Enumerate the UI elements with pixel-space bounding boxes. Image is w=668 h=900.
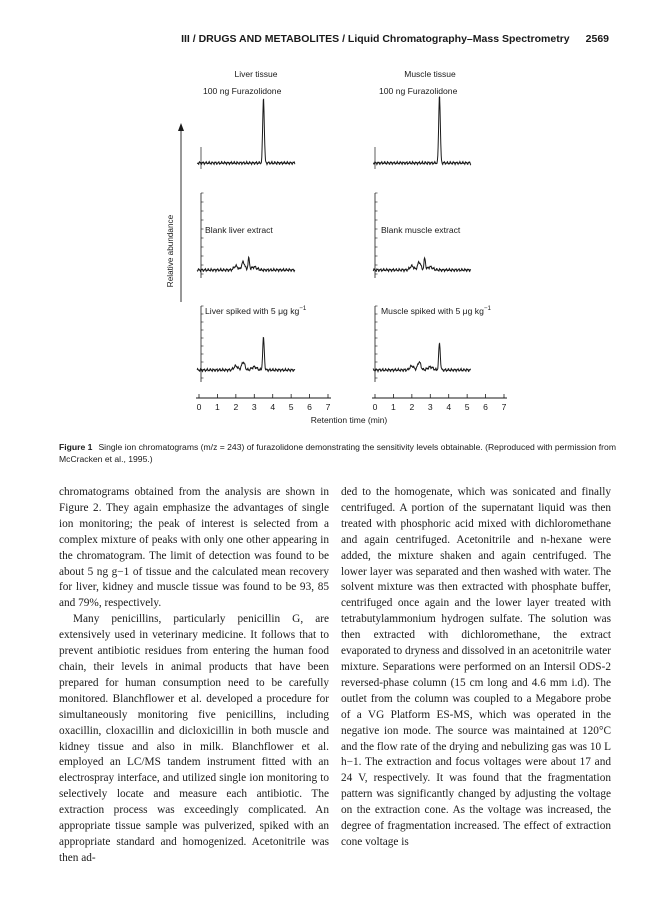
x-tick-label: 2	[409, 402, 415, 412]
left-paragraph-2: Many penicillins, particularly penicillin G, are extensively used in veterinary medicine. It follows that to prevent antibiotic residues from entering the human food chain, their levels in animal products that have been prepared for human consumption need to be carefully monitored. Blanchflower et al. developed a procedure for simultaneously monitoring five penicillins, including oxacillin, cloxacillin and dicloxicillin in both muscle and kidney tissue and also in milk. Blanchflower et al. employed an LC/MS tandem instrument fitted with an electrospray interface, and utilized single ion monitoring to selectively locate and measure each antibiotic. The extraction process was exceedingly complicated. An appropriate tissue sample was pulverized, spiked with an appropriate standard and homogenized. Acetonitrile was then ad-	[59, 613, 329, 864]
y-axis-label: Relative abundance	[166, 214, 175, 288]
chromatogram-panel	[373, 86, 471, 169]
right-paragraph-1: ded to the homogenate, which was sonicated and finally centrifuged. A portion of the supernatant liquid was then treated with phosphoric acid mixed with dichloromethane and again centrifuged. Acetonitrile and n-hexane were added, the mixture shaken and again centrifuged. The lower layer was separated and then washed with water. The solvent mixture was then extracted with phosphate buffer, centrifuged once again and the lower layer treated with tetrabutylammonium hydrogen sulfate. The solution was then extracted with dichloromethane, the extract evaporated to dryness and dissolved in an acetonitrile water mixture. Separations were performed on an Intersil ODS-2 reversed-phase column (15 cm long and 4.6 mm i.d). The outlet from the column was coupled to a Megabore probe of a VG Platform ES-MS, which was operated in the negative ion mode. The source was maintained at 120°C and the flow rate of the drying and nebulizing gas was 10 L h−1. The extraction and focus voltages were about 17 and 24 V, respectively. It was found that the fragmentation pattern was significantly changed by adjusting the voltage on the extraction cone. As the voltage was increased, the degree of fragmentation increased. The effect of extraction cone voltage is	[341, 486, 611, 848]
chromatogram-figure	[150, 60, 520, 430]
section-title: III / DRUGS AND METABOLITES / Liquid Chromatography–Mass Spectrometry	[181, 33, 570, 45]
panel-label-superscript: −1	[299, 305, 307, 312]
x-tick-label: 6	[307, 402, 312, 412]
y-axis-arrow	[178, 123, 184, 302]
panel-label: Blank liver extract	[205, 225, 273, 235]
chromatogram-trace	[197, 338, 295, 372]
column-title-liver: Liver tissue	[234, 69, 278, 79]
x-tick-label: 7	[325, 402, 331, 412]
x-tick-label: 3	[251, 402, 257, 412]
x-tick-label: 5	[288, 402, 294, 412]
panel-label: Liver spiked with 5 μg $kg^{-1}$	[205, 305, 307, 316]
x-tick-label: 4	[270, 402, 276, 412]
chromatogram-trace	[373, 97, 471, 165]
x-axis-liver	[196, 394, 331, 412]
column-title-muscle: Muscle tissue	[404, 69, 456, 79]
x-tick-label: 7	[501, 402, 507, 412]
x-tick-label: 5	[464, 402, 470, 412]
x-tick-label: 3	[427, 402, 433, 412]
panel-label: Muscle spiked with 5 μg $kg^{-1}$	[381, 305, 491, 316]
left-paragraph-1: chromatograms obtained from the analysis are shown in Figure 2. They again emphasize the advantages of single ion monitoring; the peak of interest is selected from a complex mixture of peaks with only one other appearing in the chromatogram. The limit of detection was found to be about 5 ng g−1 of tissue and the calculated mean recovery for liver, kidney and muscle tissue was found to be 93, 85 and 79%, respectively.	[59, 486, 329, 610]
body-column-right	[341, 485, 611, 851]
caption-label: Figure 1	[59, 442, 93, 452]
panel-label: 100 ng Furazolidone	[379, 86, 458, 96]
panel-label: Blank muscle extract	[381, 225, 461, 235]
chromatogram-trace	[197, 99, 295, 165]
figure-caption	[59, 441, 616, 465]
chromatogram-panel	[197, 305, 307, 382]
x-tick-label: 6	[483, 402, 488, 412]
chromatogram-panel	[197, 193, 295, 278]
x-axis-label: Retention time (min)	[310, 415, 388, 425]
body-column-left	[59, 485, 329, 867]
chromatogram-panel	[373, 193, 471, 278]
panel-label-superscript: −1	[483, 305, 491, 312]
x-tick-label: 1	[215, 402, 220, 412]
x-tick-label: 0	[372, 402, 378, 412]
x-tick-label: 2	[233, 402, 239, 412]
chromatogram-panel	[373, 305, 491, 382]
running-head	[0, 33, 609, 45]
panel-label: 100 ng Furazolidone	[203, 86, 282, 96]
x-tick-label: 1	[391, 402, 396, 412]
chromatogram-trace	[197, 257, 295, 271]
chromatogram-trace	[373, 344, 471, 372]
chromatogram-trace	[373, 258, 471, 272]
caption-text: Single ion chromatograms (m/z = 243) of furazolidone demonstrating the sensitivity levels obtainable. (Reproduced with permission from McCracken et al., 1995.)	[59, 442, 616, 464]
page-number: 2569	[585, 33, 609, 45]
x-tick-label: 0	[196, 402, 202, 412]
chromatogram-panel	[197, 86, 295, 169]
x-axis-muscle	[372, 394, 507, 412]
x-tick-label: 4	[446, 402, 452, 412]
